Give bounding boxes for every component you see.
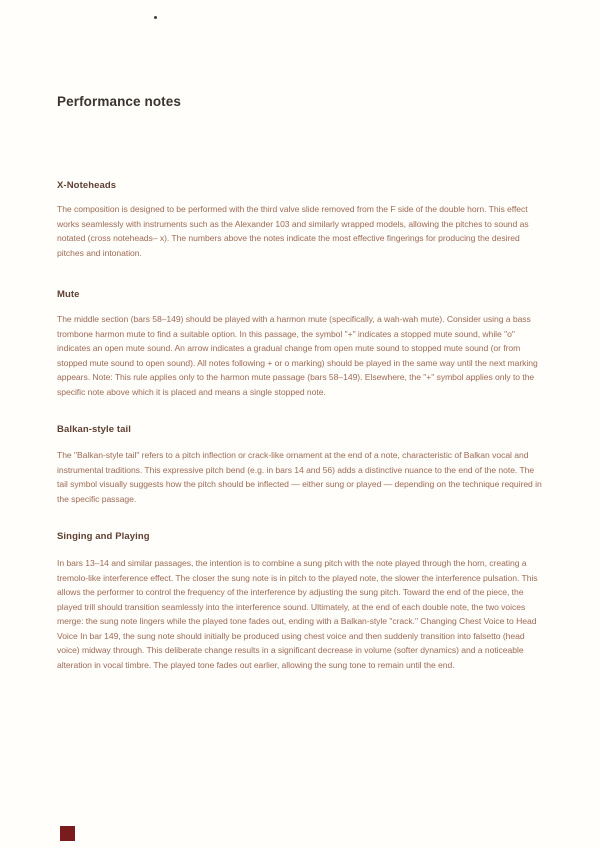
section-heading-singing-and-playing: Singing and Playing [57, 531, 150, 542]
section-body-x-noteheads: The composition is designed to be performed with the third valve slide removed from the F side of the double horn. This effect works seamlessly with instruments such as the Alexander 103 and similarly wrapped models, allowing the pitches to sound as notated (cross noteheads– x). The numbers above the notes indicate the most effective fingerings for producing the desired pitches and intonation. [57, 204, 529, 258]
section-body-mute: The middle section (bars 58–149) should be played with a harmon mute (specifically, a wah-wah mute). Consider using a bass trombone harmon mute to find a suitable option. In this passage, the symbol "+" indicates a stopped mute sound, while "o" indicates an open mute sound. An arrow indicates a gradual change from open mute sound to stopped mute sound (or from stopped mute sound to open sound). All notes following + or o marking) should be played in the same way until the next marking appears. Note: This rule applies only to the harmon mute passage (bars 58–149). Elsewhere, the "+" symbol applies only to the specific note above which it is placed and means a single stopped note. [57, 314, 538, 397]
section-heading-x-noteheads: X-Noteheads [57, 180, 117, 191]
section-heading-mute: Mute [57, 289, 80, 300]
section-body-balkan-style-tail: The "Balkan-style tail" refers to a pitch inflection or crack-like ornament at the end of a note, characteristic of Balkan vocal and instrumental traditions. This expressive pitch bend (e.g. in bars 14 and 56) adds a distinctive nuance to the end of the note. The tail symbol visually suggests how the pitch should be inflected — either sung or played — depending on the technique required in the specific passage. [57, 450, 542, 504]
page-title: Performance notes [57, 94, 181, 109]
corner-mark [60, 826, 75, 841]
section-heading-balkan-style-tail: Balkan-style tail [57, 424, 132, 435]
top-dot-mark [154, 16, 157, 19]
section-body-singing-and-playing: In bars 13–14 and similar passages, the intention is to combine a sung pitch with the note played through the horn, creating a tremolo-like interference effect. The closer the sung note is in pitch to the played note, the slower the interference pulsation. This allows the performer to control the frequency of the interference by adjusting the sung pitch. Toward the end of the piece, the played trill should transition seamlessly into the interference sound. Ultimately, at the end of each double note, the two voices merge: the sung note lingers while the played tone fades out, ending with a Balkan-style "crack." Changing Chest Voice to Head Voice In bar 149, the sung note should initially be produced using chest voice and then suddenly transition into falsetto (head voice) midway through. This deliberate change results in a significant decrease in volume (softer dynamics) and a noticeable alteration in vocal timbre. The played tone fades out earlier, allowing the sung tone to remain until the end. [57, 558, 538, 670]
